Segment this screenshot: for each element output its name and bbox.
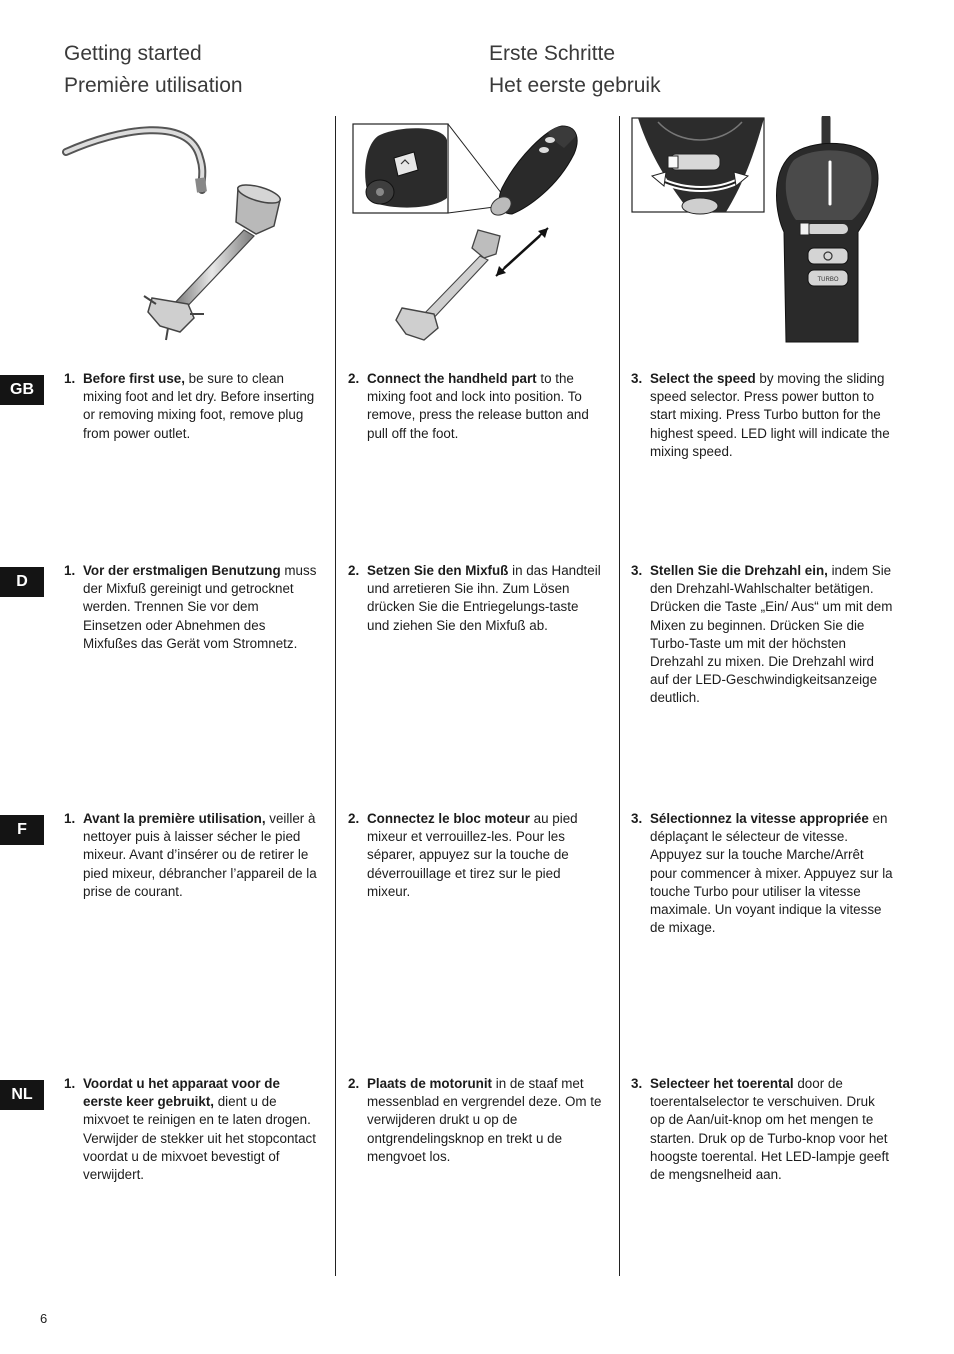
step-bold: Select the speed [650, 371, 756, 386]
figure-mixing-foot-cord [60, 118, 300, 343]
step-bold: Plaats de motorunit [367, 1076, 492, 1091]
step-bold: Connectez le bloc moteur [367, 811, 530, 826]
column-divider-1 [335, 116, 336, 1276]
step-f-2 [348, 810, 604, 901]
step-text: be sure to clean mixing foot and let dry. Before inserting or removing mixing foot, remove plug from power outlet. [83, 371, 315, 441]
step-number: 3. [631, 811, 643, 826]
step-bold: Vor der erstmaligen Benutzung [83, 563, 281, 578]
step-number: 2. [348, 371, 360, 386]
step-number: 2. [348, 563, 360, 578]
step-bold: Connect the handheld part [367, 371, 537, 386]
step-bold: Avant la première utilisation, [83, 811, 266, 826]
step-gb-2 [348, 370, 604, 443]
step-text: indem Sie den Drehzahl-Wahlschalter betätigen. Drücken die Taste „Ein/ Aus“ um mit dem Mixen zu beginnen. Drücken Sie die Turbo-Taste um mit der höchsten Drehzahl zu mixen. Die Drehzahl wird auf der LED-Geschwindigkeitsanzeige deutlich. [650, 563, 893, 706]
step-gb-1 [64, 370, 320, 443]
title-het-eerste-gebruik: Het eerste gebruik [489, 74, 661, 97]
step-bold: Setzen Sie den Mixfuß [367, 563, 509, 578]
step-f-1 [64, 810, 320, 901]
step-number: 3. [631, 1076, 643, 1091]
step-gb-3 [631, 370, 893, 461]
figure-speed-selector [630, 116, 890, 344]
turbo-label: TURBO [817, 277, 839, 283]
step-text: in das Handteil und arretieren Sie ihn. Zum Lösen drücken Sie die Entriegelungs-taste und ziehen Sie den Mixfuß ab. [367, 563, 601, 633]
title-premiere-utilisation: Première utilisation [64, 74, 243, 97]
step-d-2 [348, 562, 604, 635]
title-getting-started: Getting started [64, 42, 202, 65]
step-text: door de toerentalselector te verschuiven. Druk op de Aan/uit-knop om het mengen te starten. Druk op de Turbo-knop voor het hoogste toerental. Het LED-lampje geeft de mengsnelheid aan. [650, 1076, 889, 1183]
step-f-3 [631, 810, 893, 937]
figure-connect-handheld [352, 118, 592, 343]
step-text: veiller à nettoyer puis à laisser sécher le pied mixeur. Avant d’insérer ou de retirer le pied mixeur, débrancher l’appareil de la prise de courant. [83, 811, 317, 899]
step-text: in de staaf met messenblad en vergrendel deze. Om te verwijderen drukt u op de ontgrendelingsknop en trekt u de mengvoet los. [367, 1076, 602, 1164]
step-number: 1. [64, 371, 76, 386]
step-text: by moving the sliding speed selector. Press power button to start mixing. Press Turbo button for the highest speed. LED light will indicate the mixing speed. [650, 371, 890, 459]
lang-tab-d: D [0, 567, 44, 597]
step-number: 2. [348, 1076, 360, 1091]
step-nl-1 [64, 1075, 320, 1184]
step-text: muss der Mixfuß gereinigt und getrocknet werden. Trennen Sie vor dem Einsetzen oder Abnehmen des Mixfußes das Gerät vom Stromnetz. [83, 563, 317, 651]
step-bold: Selecteer het toerental [650, 1076, 794, 1091]
lang-tab-f: F [0, 815, 44, 845]
step-text: to the mixing foot and lock into position. To remove, press the release button and pull off the foot. [367, 371, 589, 441]
step-bold: Voordat u het apparaat voor de eerste keer gebruikt, [83, 1076, 280, 1110]
step-d-1 [64, 562, 320, 653]
lang-tab-nl: NL [0, 1080, 44, 1110]
step-bold: Stellen Sie die Drehzahl ein, [650, 563, 828, 578]
step-number: 1. [64, 563, 76, 578]
step-number: 3. [631, 563, 643, 578]
step-number: 1. [64, 811, 76, 826]
title-right [489, 38, 661, 102]
step-text: au pied mixeur et verrouillez-les. Pour les séparer, appuyez sur la touche de déverrouillage et tirez sur le pied mixeur. [367, 811, 578, 899]
page-number: 6 [40, 1311, 48, 1326]
step-number: 2. [348, 811, 360, 826]
step-number: 3. [631, 371, 643, 386]
step-d-3 [631, 562, 893, 708]
column-divider-2 [619, 116, 620, 1276]
step-nl-3 [631, 1075, 893, 1184]
title-left [64, 38, 243, 102]
step-text: en déplaçant le sélecteur de vitesse. Appuyez sur la touche Marche/Arrêt pour commencer à mixer. Appuyez sur la touche Turbo pour utiliser la vitesse maximale. Un voyant indique la vitesse de mixage. [650, 811, 893, 936]
step-nl-2 [348, 1075, 604, 1166]
step-text: dient u de mixvoet te reinigen en te laten drogen. Verwijder de stekker uit het stopcontact voordat u de mixvoet bevestigt of verwijdert. [83, 1094, 316, 1183]
step-bold: Before first use, [83, 371, 185, 386]
step-number: 1. [64, 1076, 76, 1091]
lang-tab-gb: GB [0, 375, 44, 405]
title-erste-schritte: Erste Schritte [489, 42, 616, 65]
step-bold: Sélectionnez la vitesse appropriée [650, 811, 869, 826]
